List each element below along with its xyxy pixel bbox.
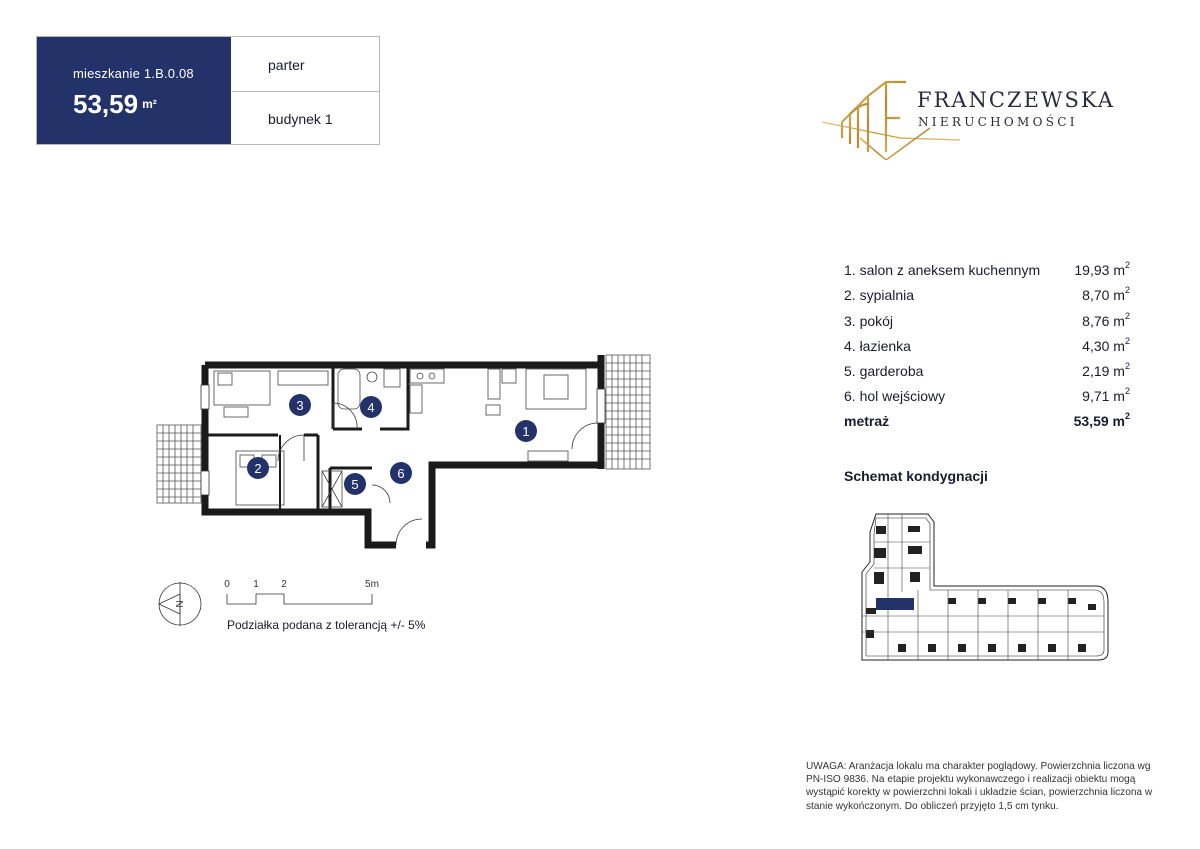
- svg-text:1: 1: [522, 424, 530, 439]
- room-name: 2. sypialnia: [844, 287, 915, 304]
- total-label: metraż: [844, 412, 890, 429]
- room-area: 8,76 $m^2$: [1082, 310, 1130, 329]
- room-area: 19,93 $m^2$: [1074, 260, 1130, 278]
- unit-info-box: [36, 36, 380, 145]
- scale-tick-0: 0: [224, 579, 230, 590]
- room-marker-6: [390, 462, 412, 484]
- room-area: 8,70 $m^2$: [1082, 285, 1130, 304]
- room-name: 5. garderoba: [844, 363, 924, 380]
- room-area: 9,71 $m^2$: [1082, 386, 1130, 405]
- floor-plan: [150, 345, 660, 555]
- room-name: 3. pokój: [844, 312, 894, 329]
- floor-label: parter: [268, 57, 305, 73]
- unit-area: [73, 89, 157, 120]
- total-area: 53,59 $m^2$: [1073, 410, 1130, 429]
- room-row: [844, 309, 1130, 334]
- room-marker-3: [289, 394, 311, 416]
- schema-title: Schemat kondygnacji: [844, 468, 988, 484]
- room-markers: [247, 394, 537, 495]
- floor-schema: [858, 512, 1118, 664]
- unit-panel: [37, 37, 231, 144]
- room-row: [844, 359, 1130, 384]
- room-row: [844, 283, 1130, 308]
- scale-tick-2: 2: [281, 579, 287, 590]
- room-row: [844, 258, 1130, 283]
- highlighted-unit: [876, 598, 914, 610]
- svg-text:6: 6: [397, 466, 405, 481]
- room-area: 4,30 $m^2$: [1082, 335, 1130, 354]
- room-name: 6. hol wejściowy: [844, 388, 946, 405]
- brand-name: FRANCZEWSKA: [917, 88, 1115, 112]
- building-cell: [232, 92, 380, 144]
- unit-area-unit: m²: [142, 97, 157, 111]
- room-marker-1: [515, 420, 537, 442]
- floor-cell: [232, 37, 380, 92]
- svg-text:5: 5: [351, 477, 359, 492]
- total-row: [844, 410, 1130, 436]
- unit-area-value: 53,59: [73, 89, 139, 119]
- disclaimer: UWAGA: Aranżacja lokalu ma charakter poglądowy. Powierzchnia liczona wg PN-ISO 9836. Na etapie projektu wykonawczego i realizacji obiektu mogą wystąpić korekty w powierzchni lokali i układzie ścian, powierzchnia liczona w stanie wykończonym. Do obliczeń przyjęto 1,5 cm tynku.: [806, 761, 1153, 812]
- scale-tick-5: 5m: [365, 579, 379, 590]
- svg-text:4: 4: [367, 400, 375, 415]
- svg-text:3: 3: [296, 398, 304, 413]
- svg-text:N: N: [173, 600, 184, 608]
- building-label: budynek 1: [268, 111, 333, 127]
- room-marker-5: [344, 473, 366, 495]
- room-marker-4: [360, 396, 382, 418]
- brand-subtitle: NIERUCHOMOŚCI: [918, 115, 1078, 129]
- north-arrow-icon: [159, 582, 201, 626]
- unit-label: mieszkanie 1.B.0.08: [73, 66, 194, 81]
- room-list: [844, 258, 1130, 436]
- room-name: 4. łazienka: [844, 337, 911, 354]
- scale-label: Podziałka podana z tolerancją +/- 5%: [227, 618, 426, 632]
- room-marker-2: [247, 457, 269, 479]
- room-name: 1. salon z aneksem kuchennym: [844, 262, 1041, 278]
- svg-text:2: 2: [254, 461, 262, 476]
- scale-tick-1: 1: [253, 579, 259, 590]
- room-area: 2,19 $m^2$: [1082, 361, 1130, 380]
- room-row: [844, 384, 1130, 409]
- room-row: [844, 334, 1130, 359]
